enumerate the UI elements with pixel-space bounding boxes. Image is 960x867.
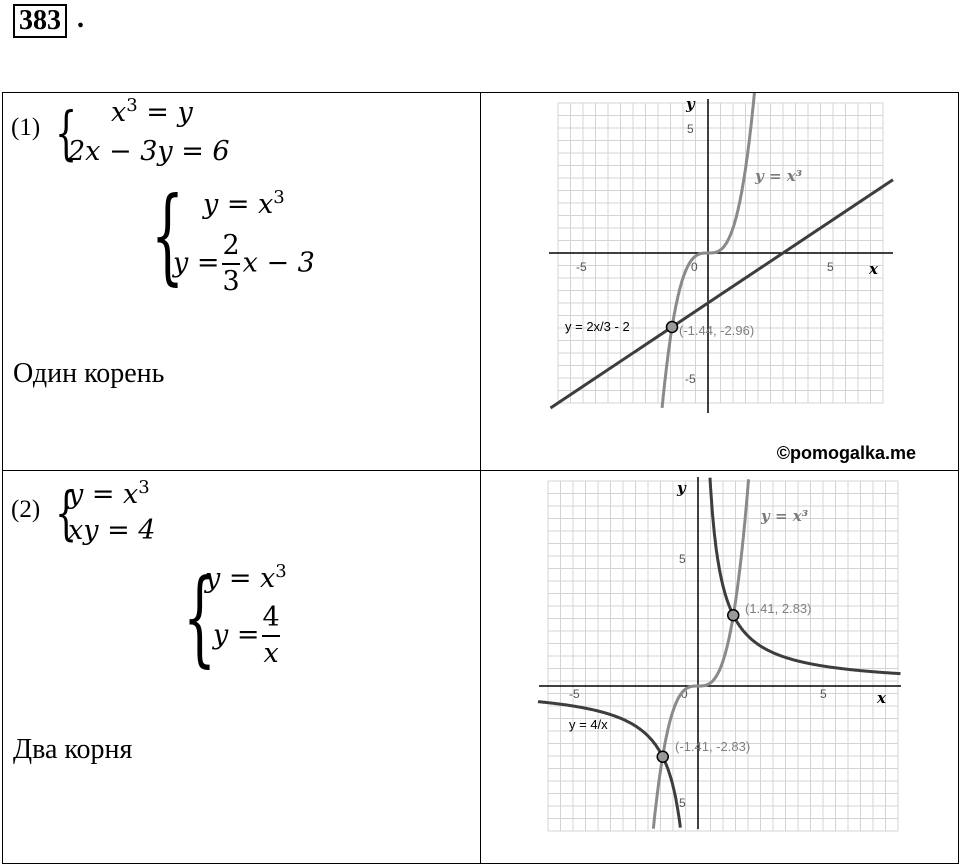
part1-origin: 0 [691,260,698,274]
part1-brace-2: { [151,174,185,296]
solution-table [2,92,959,864]
part2-x-letter: x [877,689,886,707]
part2-cubic-curve [653,479,751,828]
part1-line-label: y = 2x/3 - 2 [565,319,630,334]
part2-graph-cell [481,471,959,864]
part2-tick-y-5: -5 [675,796,686,810]
part1-tick-x-5: -5 [576,260,587,274]
part2-brace-1: { [55,479,78,547]
part2-label: (2) [11,496,41,523]
part1-sys-a: $y = x^3$ [203,187,285,220]
part1-intersection-point [667,322,678,333]
part1-tick-x5: 5 [827,260,834,274]
part2-sys-a: $y = x^3$ [205,561,287,594]
part2-eq2: xy = 4 [68,515,156,546]
part2-text-cell [3,471,481,864]
problem-number-dot: . [77,3,84,34]
part2-hyperbola-left [538,702,680,828]
part1-text-cell [3,93,481,471]
part2-intersection-point-2 [657,751,668,762]
part2-tick-y5: 5 [679,552,686,566]
part1-curve-label: y = x³ [755,167,803,185]
part2-point2-label: (-1.41, -2.83) [675,739,751,754]
watermark: ©pomogalka.me [776,443,916,463]
part1-graph-cell [481,93,959,471]
part1-label: (1) [11,114,41,141]
part2-tick-x5: 5 [820,687,827,701]
part1-eq2: 2x − 3y = 6 [68,136,230,167]
part2-intersection-point-1 [728,610,739,621]
part1-eq1: $x^3 = y$ [111,95,193,128]
problem-number: 383 [13,4,67,38]
part1-brace-1: { [55,99,78,167]
part2-curve-label: y = x³ [761,507,809,525]
part1-point-label: (-1.44, -2.96) [679,323,755,338]
part1-sys-b: y = $\frac{2}{3}$ x − 3 [173,230,315,297]
part2-point1-label: (1.41, 2.83) [745,601,812,616]
part1-answer: Один корень [13,358,165,389]
part1-y-letter: y [686,95,695,113]
part2-tick-x-5: -5 [569,687,580,701]
part2-hyperbola-label: y = 4/x [569,717,608,732]
part1-tick-y5: 5 [687,122,694,136]
part1-graph [481,93,957,469]
part1-line [551,180,894,408]
part2-answer: Два корня [13,734,133,765]
part2-origin: 0 [681,687,688,701]
part2-y-letter: y [677,479,686,497]
part1-x-letter: x [869,260,878,278]
part2-eq1: $y = x^3$ [68,477,150,510]
part1-tick-y-5: -5 [685,372,696,386]
part2-sys-b: y = $\frac{4}{x}$ [213,602,280,669]
part2-graph [481,471,957,862]
part2-brace-2: { [183,556,217,678]
